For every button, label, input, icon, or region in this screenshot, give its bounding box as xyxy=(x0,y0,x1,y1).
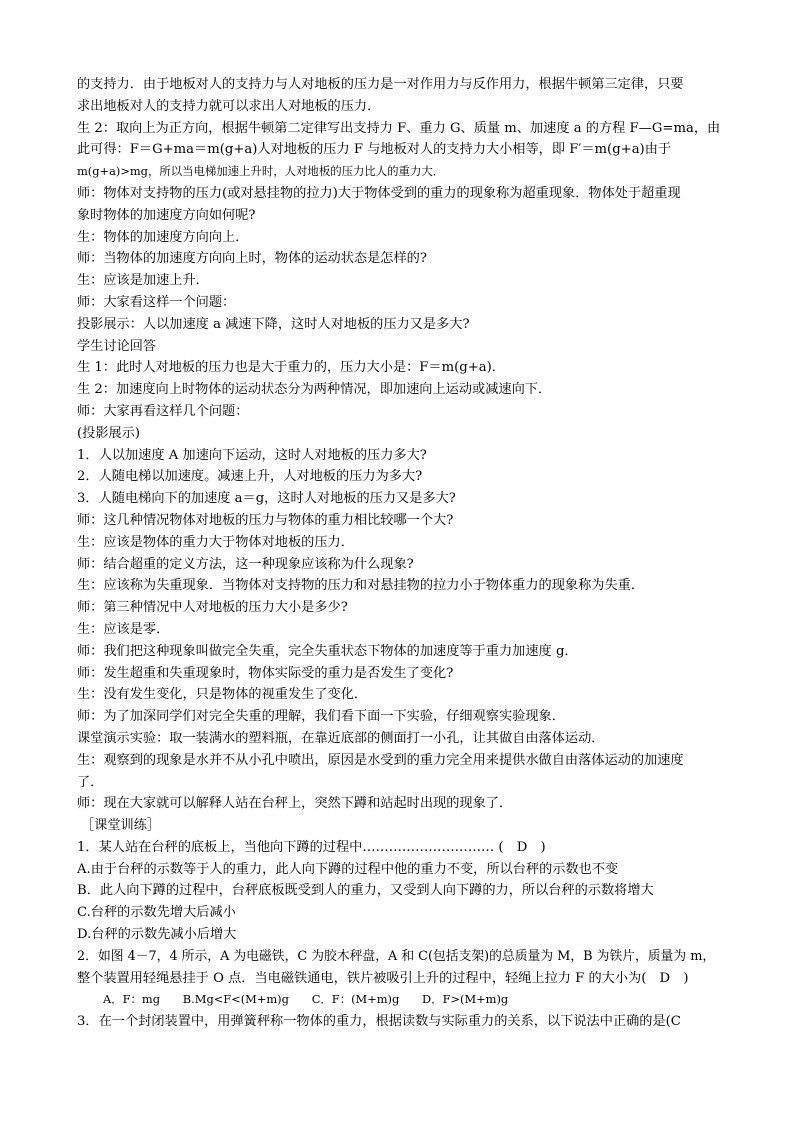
text-line: 此可得：F＝G+ma＝m(g+a)人对地板的压力 F 与地板对人的支持力大小相等，即 F′＝m(g+a)由于 xyxy=(77,142,672,158)
text-line: 生：观察到的现象是水并不从小孔中喷出，原因是水受到的重力完全用来提供水做自由落体运动的加速度 xyxy=(77,752,684,768)
exercise-option: D.台秤的示数先减小后增大 xyxy=(77,927,237,943)
exercise-options: A．F：mg B.Mg<F<(M+m)g C．F：(M+m)g D．F>(M+m)g xyxy=(103,992,509,1007)
text-line: 的支持力．由于地板对人的支持力与人对地板的压力是一对作用力与反作用力，根据牛顿第三定律，只要 xyxy=(77,77,684,92)
exercise-option: A.由于台秤的示数等于人的重力，此人向下蹲的过程中他的重力不变，所以台秤的示数也不变 xyxy=(77,861,619,877)
text-line: (投影展示) xyxy=(77,425,141,441)
text-line: m(g+a)>mg，所以当电梯加速上升时，人对地板的压力比人的重力大． xyxy=(77,164,445,179)
text-line: 师：大家看这样一个问题： xyxy=(77,294,236,310)
text-line: 师：物体对支持物的压力(或对悬挂物的拉力)大于物体受到的重力的现象称为超重现象．物体处于超重现 xyxy=(77,185,681,201)
text-line: 了． xyxy=(77,774,104,790)
exercise-question: 整个装置用轻绳悬挂于 O 点．当电磁铁通电，铁片被吸引上升的过程中，轻绳上拉力 F 的大小为( D ) xyxy=(77,970,689,986)
exercise-question: 3．在一个封闭装置中，用弹簧秤称一物体的重力，根据读数与实际重力的关系，以下说法中正确的是(C xyxy=(77,1014,681,1030)
exercise-option: B．此人向下蹲的过程中，台秤底板既受到人的重力，又受到人向下蹲的力，所以台秤的示数将增大 xyxy=(77,883,654,899)
text-line: 生 1：此时人对地板的压力也是大于重力的，压力大小是：F＝m(g+a)． xyxy=(77,360,505,376)
text-line: 师：大家再看这样几个问题： xyxy=(77,403,249,419)
text-line: 生：应该是物体的重力大于物体对地板的压力． xyxy=(77,534,354,550)
question-line: 2．人随电梯以加速度。减速上升，人对地板的压力为多大? xyxy=(77,469,423,485)
text-line: 课堂演示实验：取一装满水的塑料瓶，在靠近底部的侧面打一小孔，让其做自由落体运动． xyxy=(77,730,605,746)
text-line: 生：应该是加速上升． xyxy=(77,273,209,289)
text-line: 师：结合超重的定义方法，这一种现象应该称为什么现象? xyxy=(77,556,414,572)
text-line: 生：物体的加速度方向向上． xyxy=(77,229,249,245)
text-line: 生：应该是零． xyxy=(77,621,170,637)
section-heading: ［课堂训练］ xyxy=(81,818,161,834)
text-line: 生 2：加速度向上时物体的运动状态分为两种情况，即加速向上运动或减速向下． xyxy=(77,382,552,398)
text-line: 师：现在大家就可以解释人站在台秤上，突然下蹲和站起时出现的现象了． xyxy=(77,796,513,812)
text-line: 象时物体的加速度方向如何呢? xyxy=(77,207,256,223)
lesson-text xyxy=(77,74,722,1033)
text-line: 生 2：取向上为正方向，根据牛顿第二定律写出支持力 F、重力 G、质量 m、加速度 a 的方程 F—G=ma，由 xyxy=(77,120,721,136)
text-line: 投影展示：人以加速度 a 减速下降，这时人对地板的压力又是多大? xyxy=(77,316,470,332)
question-line: 3．人随电梯向下的加速度 a＝g，这时人对地板的压力又是多大? xyxy=(77,491,456,507)
text-line: 师：这几种情况物体对地板的压力与物体的重力相比较哪一个大? xyxy=(77,512,454,528)
text-line: 生：应该称为失重现象．当物体对支持物的压力和对悬挂物的拉力小于物体重力的现象称为失重． xyxy=(77,578,645,594)
exercise-question: 2．如图 4－7，4 所示，A 为电磁铁，C 为胶木秤盘，A 和 C(包括支架)的总质量为 M，B 为铁片，质量为 m， xyxy=(77,948,716,964)
text-line: 师：我们把这种现象叫做完全失重，完全失重状态下物体的加速度等于重力加速度 g． xyxy=(77,643,578,659)
text-line: 生：没有发生变化，只是物体的视重发生了变化． xyxy=(77,687,368,703)
text-line: 师：当物体的加速度方向向上时，物体的运动状态是怎样的? xyxy=(77,251,427,267)
exercise-question: 1．某人站在台秤的底板上，当他向下蹲的过程中………………………… ( D ) xyxy=(77,839,546,855)
question-line: 1．人以加速度 A 加速向下运动，这时人对地板的压力多大? xyxy=(77,447,427,463)
text-line: 学生讨论回答 xyxy=(77,338,157,354)
text-line: 师：第三种情况中人对地板的压力大小是多少? xyxy=(77,600,348,616)
text-line: 求出地板对人的支持力就可以求出人对地板的压力． xyxy=(77,98,381,114)
text-line: 师：发生超重和失重现象时，物体实际受的重力是否发生了变化? xyxy=(77,665,454,681)
text-line: 师：为了加深同学们对完全失重的理解，我们看下面一下实验，仔细观察实验现象． xyxy=(77,709,565,725)
exercise-option: C.台秤的示数先增大后减小 xyxy=(77,905,236,921)
